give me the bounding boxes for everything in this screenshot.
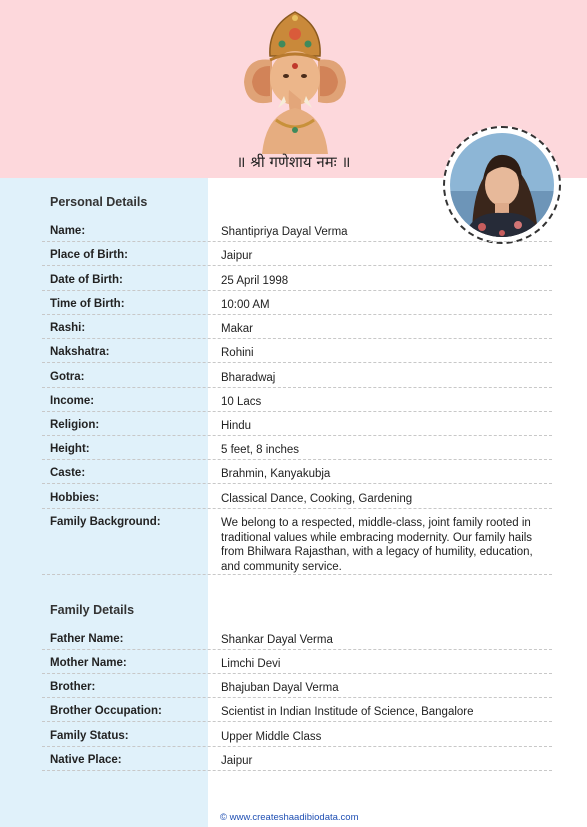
detail-label: Time of Birth: (50, 298, 125, 310)
detail-label: Mother Name: (50, 657, 127, 669)
detail-label: Family Background: (50, 516, 161, 528)
detail-value: We belong to a respected, middle-class, joint family rooted in traditional values while embracing modernity. Our family hails from Bhilwara Rajasthan, with a legacy of humility, education, and community service. (221, 517, 533, 573)
detail-value: 25 April 1998 (221, 275, 289, 287)
detail-label: Hobbies: (50, 492, 100, 504)
detail-row-brother (42, 681, 552, 698)
detail-row-time-of-birth (42, 298, 552, 315)
detail-label: Date of Birth: (50, 274, 123, 286)
detail-value: Makar (221, 323, 253, 335)
footer-website-link[interactable]: © www.createshaadibiodata.com (220, 812, 359, 823)
detail-label: Brother Occupation: (50, 705, 162, 717)
detail-label: Name: (50, 225, 86, 237)
ganesha-illustration (240, 4, 350, 154)
detail-row-caste (42, 467, 552, 484)
detail-label: Gotra: (50, 371, 85, 383)
detail-value: Brahmin, Kanyakubja (221, 468, 331, 480)
detail-row-mother-name (42, 657, 552, 674)
detail-row-name (42, 225, 552, 242)
detail-row-religion (42, 419, 552, 436)
ganesh-mantra: ॥ श्री गणेशाय नमः ॥ (236, 153, 351, 171)
detail-label: Income: (50, 395, 95, 407)
detail-label: Nakshatra: (50, 346, 110, 358)
family-details-heading: Family Details (50, 603, 135, 617)
detail-label: Caste: (50, 467, 86, 479)
detail-row-family-background (42, 516, 552, 575)
detail-row-native-place (42, 754, 552, 771)
detail-row-hobbies (42, 492, 552, 509)
profile-photo (450, 133, 554, 237)
detail-label: Father Name: (50, 633, 124, 645)
detail-label: Place of Birth: (50, 249, 128, 261)
detail-row-brother-occupation (42, 705, 552, 722)
detail-value: Classical Dance, Cooking, Gardening (221, 493, 413, 505)
personal-details-heading: Personal Details (50, 195, 148, 209)
detail-value: Shankar Dayal Verma (221, 634, 333, 646)
detail-value: Bhajuban Dayal Verma (221, 682, 339, 694)
detail-value: 5 feet, 8 inches (221, 444, 299, 456)
detail-value: 10:00 AM (221, 299, 270, 311)
detail-row-date-of-birth (42, 274, 552, 291)
detail-value: 10 Lacs (221, 396, 262, 408)
detail-row-height (42, 443, 552, 460)
detail-label: Religion: (50, 419, 100, 431)
detail-value: Scientist in Indian Institude of Science, Bangalore (221, 706, 474, 718)
detail-value: Hindu (221, 420, 252, 432)
detail-value: Bharadwaj (221, 372, 276, 384)
detail-label: Rashi: (50, 322, 86, 334)
detail-row-place-of-birth (42, 249, 552, 266)
detail-row-nakshatra (42, 346, 552, 363)
detail-value: Rohini (221, 347, 254, 359)
detail-row-family-status (42, 730, 552, 747)
detail-row-rashi (42, 322, 552, 339)
detail-value: Jaipur (221, 755, 253, 767)
detail-label: Family Status: (50, 730, 129, 742)
detail-value: Shantipriya Dayal Verma (221, 226, 348, 238)
detail-label: Height: (50, 443, 90, 455)
detail-label: Brother: (50, 681, 96, 693)
detail-row-gotra (42, 371, 552, 388)
detail-value: Limchi Devi (221, 658, 281, 670)
detail-label: Native Place: (50, 754, 122, 766)
detail-value: Upper Middle Class (221, 731, 322, 743)
detail-row-father-name (42, 633, 552, 650)
detail-value: Jaipur (221, 250, 253, 262)
detail-row-income (42, 395, 552, 412)
